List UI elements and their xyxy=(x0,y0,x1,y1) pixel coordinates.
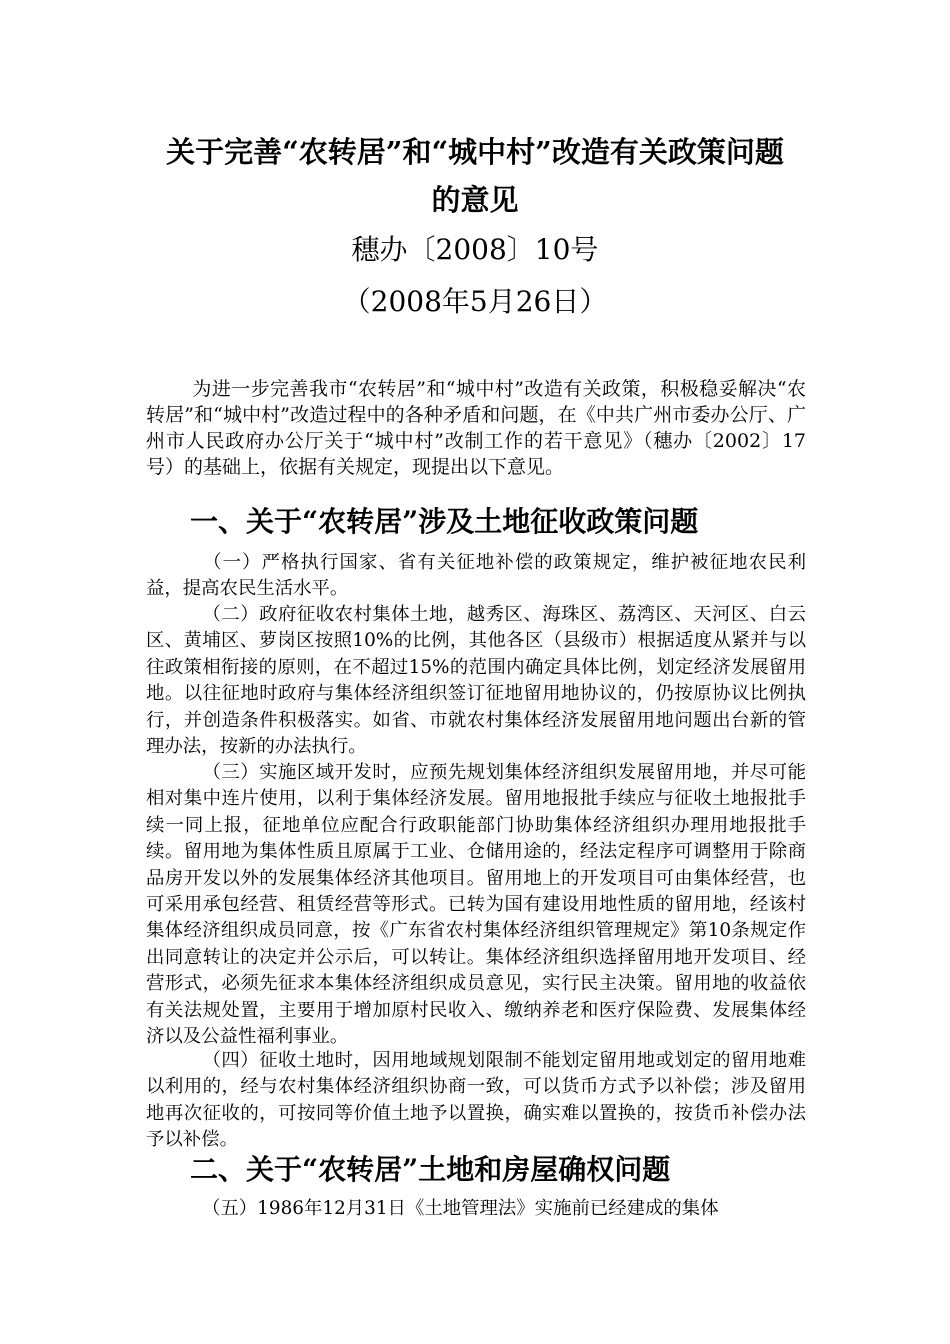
document-title-line-2: 的意见 xyxy=(431,183,519,217)
section-1-paragraph-1: （一）严格执行国家、省有关征地补偿的政策规定，维护被征地农民利益，提高农民生活水平。 xyxy=(146,552,806,600)
section-1-paragraph-2: （二）政府征收农村集体土地，越秀区、海珠区、荔湾区、天河区、白云区、黄埔区、萝岗区按照10%的比例，其他各区（县级市）根据适度从紧并与以往政策相衔接的原则，在不超过15%的范围内确定具体比例，划定经济发展留用地。以往征地时政府与集体经济组织签订征地留用地协议的，仍按原协议比例执行，并创造条件积极落实。如省、市就农村集体经济发展留用地问题出台新的管理办法，按新的办法执行。 xyxy=(146,604,806,758)
section-1-paragraph-3: （三）实施区域开发时，应预先规划集体经济组织发展留用地，并尽可能相对集中连片使用，以利于集体经济发展。留用地报批手续应与征收土地报批手续一同上报，征地单位应配合行政职能部门协助集体经济组织办理用地报批手续。留用地为集体性质且原属于工业、仓储用途的，经法定程序可调整用于除商品房开发以外的发展集体经济其他项目。留用地上的开发项目可由集体经营，也可采用承包经营、租赁经营等形式。已转为国有建设用地性质的留用地，经该村集体经济组织成员同意，按《广东省农村集体经济组织管理规定》第10条规定作出同意转让的决定并公示后，可以转让。集体经济组织选择留用地开发项目、经营形式，必须先征求本集体经济组织成员意见，实行民主决策。留用地的收益依有关法规处置，主要用于增加原村民收入、缴纳养老和医疗保险费、发展集体经济以及公益性福利事业。 xyxy=(146,762,806,1048)
section-2-heading: 二、关于“农转居”土地和房屋确权问题 xyxy=(190,1153,671,1186)
section-1-heading: 一、关于“农转居”涉及土地征收政策问题 xyxy=(190,505,699,538)
document-title-line-1: 关于完善“农转居”和“城中村”改造有关政策问题 xyxy=(166,135,784,169)
document-date: （2008年5月26日） xyxy=(342,285,608,318)
section-2-paragraph-1: （五）1986年12月31日《土地管理法》实施前已经建成的集体 xyxy=(202,1198,719,1219)
section-1-paragraph-4: （四）征收土地时，因用地域规划限制不能划定留用地或划定的留用地难以利用的，经与农村集体经济组织协商一致，可以货币方式予以补偿；涉及留用地再次征收的，可按同等价值土地予以置换，确实难以置换的，按货币补偿办法予以补偿。 xyxy=(146,1050,806,1151)
document-number: 穗办〔2008〕10号 xyxy=(351,233,599,266)
intro-paragraph: 为进一步完善我市“农转居”和“城中村”改造有关政策，积极稳妥解决“农转居”和“城中村”改造过程中的各种矛盾和问题，在《中共广州市委办公厅、广州市人民政府办公厅关于“城中村”改制工作的若干意见》（穗办〔2002〕17号）的基础上，依据有关规定，现提出以下意见。 xyxy=(146,378,806,478)
